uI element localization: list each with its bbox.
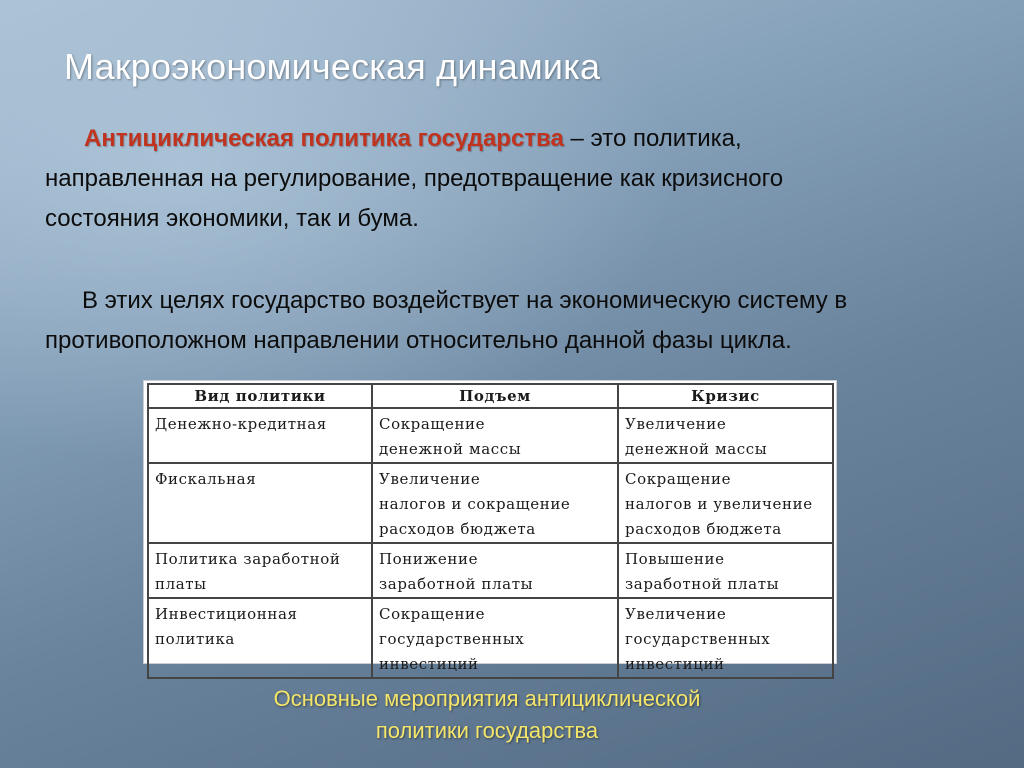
definition-text-3: состояния экономики, так и бума. [45, 205, 419, 232]
cell-policy-type [148, 408, 372, 463]
cell-crisis [618, 463, 833, 543]
cell-line: расходов бюджета [379, 520, 536, 538]
cell-boom [372, 463, 618, 543]
cell-line: налогов и увеличение [625, 495, 813, 513]
cell-policy-type [148, 543, 372, 598]
header-boom: Подъем [372, 384, 618, 408]
cell-line: Увеличение [379, 470, 481, 488]
cell-line: Увеличение [625, 605, 727, 623]
slide-title: Макроэкономическая динамика [64, 46, 601, 87]
cell-line: Политика заработной [155, 550, 341, 568]
cell-line: Понижение [379, 550, 479, 568]
definition-text-2: направленная на регулирование, предотвращение как кризисного [45, 165, 784, 192]
cell-crisis [618, 543, 833, 598]
cell-boom [372, 408, 618, 463]
table-row [148, 408, 833, 463]
definition-term: Антициклическая политика государства [84, 125, 564, 152]
cell-line: Денежно-кредитная [155, 415, 327, 433]
cell-line: государственных [379, 630, 525, 648]
cell-line: государственных [625, 630, 771, 648]
cell-boom [372, 598, 618, 678]
definition-text-1: – это политика, [563, 125, 742, 152]
policy-table-image [144, 381, 836, 673]
explanation-text-2: противоположном направлении относительно данной фазы цикла. [45, 327, 792, 354]
table-header-row [148, 384, 833, 408]
cell-line: заработной платы [625, 575, 780, 593]
cell-line: платы [155, 575, 207, 593]
cell-line: расходов бюджета [625, 520, 782, 538]
cell-line: налогов и сокращение [379, 495, 571, 513]
table-row [148, 598, 833, 678]
caption-line-2: политики государства [375, 718, 599, 743]
cell-line: Инвестиционная [155, 605, 298, 623]
caption-line-1: Основные мероприятия антициклической [273, 686, 701, 711]
cell-line: Сокращение [625, 470, 732, 488]
cell-crisis [618, 408, 833, 463]
cell-line: Увеличение [625, 415, 727, 433]
cell-boom [372, 543, 618, 598]
table-row [148, 543, 833, 598]
cell-line: Сокращение [379, 415, 486, 433]
cell-line: Повышение [625, 550, 725, 568]
header-policy-type: Вид политики [148, 384, 372, 408]
definition-paragraph [45, 119, 965, 239]
cell-line: инвестиций [625, 655, 725, 673]
policy-table [147, 383, 834, 679]
table-row [148, 463, 833, 543]
cell-policy-type [148, 463, 372, 543]
cell-line: Фискальная [155, 470, 257, 488]
explanation-text-1: В этих целях государство воздействует на экономическую систему в [82, 287, 848, 314]
cell-policy-type [148, 598, 372, 678]
cell-line: инвестиций [379, 655, 479, 673]
cell-crisis [618, 598, 833, 678]
header-crisis: Кризис [618, 384, 833, 408]
cell-line: Сокращение [379, 605, 486, 623]
explanation-paragraph [45, 281, 965, 361]
table-caption [0, 683, 974, 747]
cell-line: денежной массы [379, 440, 522, 458]
cell-line: денежной массы [625, 440, 768, 458]
cell-line: политика [155, 630, 235, 648]
cell-line: заработной платы [379, 575, 534, 593]
